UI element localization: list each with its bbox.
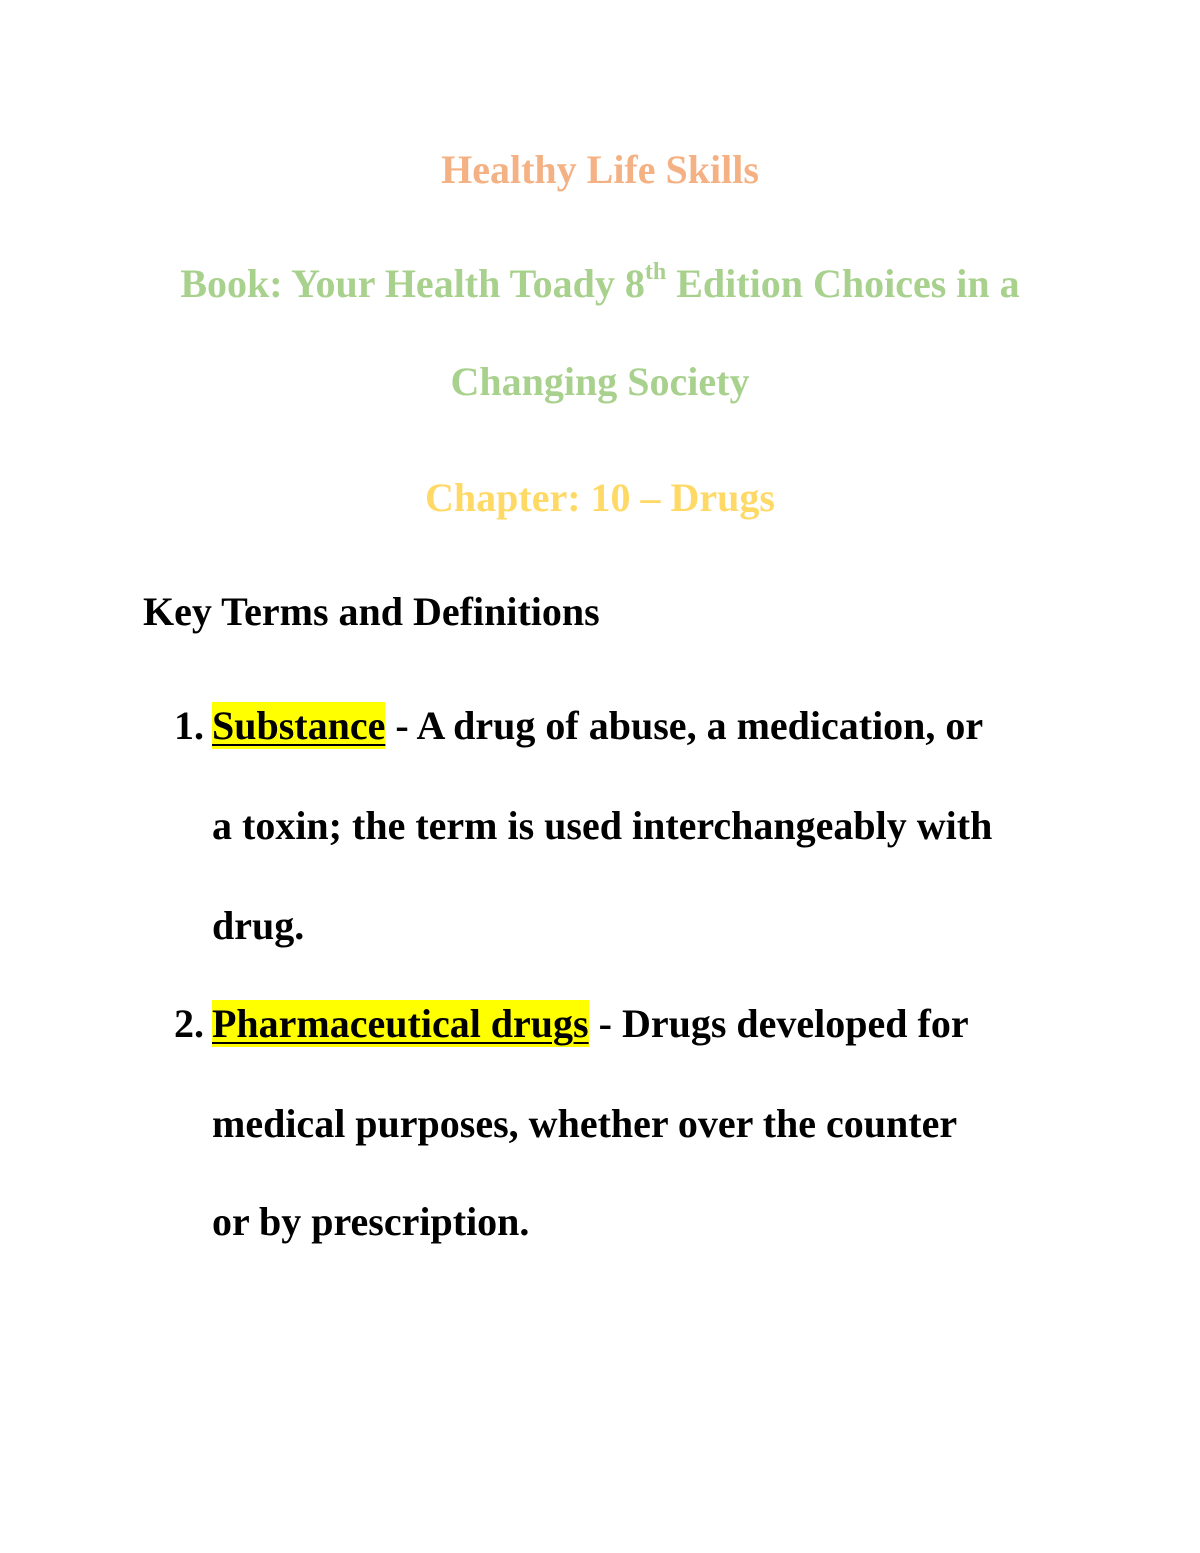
document-title: Healthy Life Skills	[441, 147, 759, 192]
term-highlight: Substance	[212, 703, 386, 748]
book-title-part-a: Book: Your Health Toady 8	[180, 261, 645, 306]
definition-line: medical purposes, whether over the counter	[212, 1101, 958, 1146]
definition-line: a toxin; the term is used interchangeably with	[212, 803, 993, 848]
book-title-line-2: Changing Society	[450, 359, 750, 404]
book-title-line-1	[0, 260, 1200, 308]
definition-text: - Drugs developed for	[588, 1001, 969, 1046]
section-heading: Key Terms and Definitions	[143, 589, 600, 634]
term-line	[212, 702, 983, 750]
edition-superscript: th	[644, 258, 667, 285]
definition-line: or by prescription.	[212, 1199, 530, 1244]
term-highlight: Pharmaceutical drugs	[212, 1001, 589, 1046]
book-title-part-b: Edition Choices in a	[666, 261, 1020, 306]
list-number: 1.	[174, 703, 204, 748]
definition-line: drug.	[212, 903, 305, 948]
list-number: 2.	[174, 1001, 204, 1046]
term-line	[212, 1000, 969, 1048]
chapter-title: Chapter: 10 – Drugs	[425, 475, 775, 520]
definition-text: - A drug of abuse, a medication, or	[385, 703, 984, 748]
